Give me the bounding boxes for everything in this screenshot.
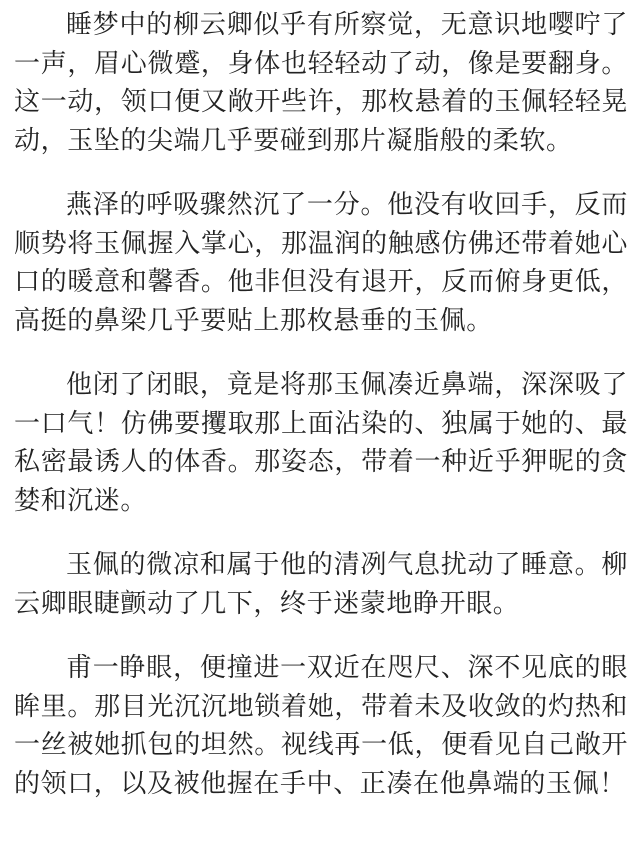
paragraph-5: 甫一睁眼，便撞进一双近在咫尺、深不见底的眼眸里。那目光沉沉地锁着她，带着未及收敛的灼热和一丝被她抓包的坦然。视线再一低，便看见自己敞开的领口，以及被他握在手中、正凑在他鼻端的玉佩！ [14, 653, 628, 799]
paragraph-3: 他闭了闭眼，竟是将那玉佩凑近鼻端，深深吸了一口气！仿佛要攫取那上面沾染的、独属于她的、最私密最诱人的体香。那姿态，带着一种近乎狎昵的贪婪和沉迷。 [14, 370, 628, 516]
paragraph-1: 睡梦中的柳云卿似乎有所察觉，无意识地嘤咛了一声，眉心微蹙，身体也轻轻动了动，像是要翻身。这一动，领口便又敞开些许，那枚悬着的玉佩轻轻晃动，玉坠的尖端几乎要碰到那片凝脂般的柔软。 [14, 10, 628, 156]
paragraph-4: 玉佩的微凉和属于他的清冽气息扰动了睡意。柳云卿眼睫颤动了几下，终于迷蒙地睁开眼。 [14, 550, 628, 619]
paragraph-2: 燕泽的呼吸骤然沉了一分。他没有收回手，反而顺势将玉佩握入掌心，那温润的触感仿佛还带着她心口的暖意和馨香。他非但没有退开，反而俯身更低，高挺的鼻梁几乎要贴上那枚悬垂的玉佩。 [14, 190, 628, 336]
